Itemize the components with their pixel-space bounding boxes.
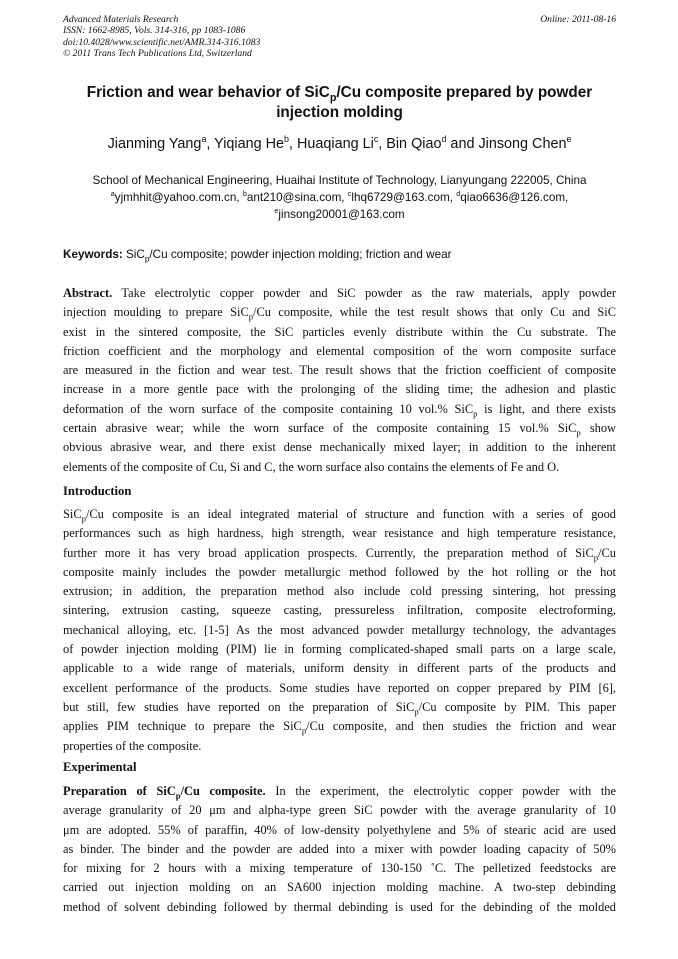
author-emails: $^a$yjmhhit@yahoo.com.cn, $^b$ant210@sina.com, $^c$lhq6729@163.com, $^d$qiao6636@126.com, xyxy=(110,189,569,204)
email-link[interactable]: ant210@sina.com, xyxy=(246,191,348,204)
affiliation-block xyxy=(63,172,616,223)
email-link[interactable]: qiao6636@126.com, xyxy=(460,191,569,204)
title-line-1: Friction and wear behavior of SiC$_p$/Cu composite prepared by powder xyxy=(86,84,593,105)
author: Bin Qiao$^d$ and xyxy=(386,134,479,152)
keywords-label: Keywords: xyxy=(63,248,123,261)
journal-name: Advanced Materials Research xyxy=(63,14,179,25)
author: Jianming Yang$^a$, xyxy=(107,134,215,152)
issn-line: ISSN: 1662-8985, Vols. 314-316, pp 1083-1086 xyxy=(63,25,246,37)
title-line-2: injection molding xyxy=(276,104,403,121)
author: Huaqiang Li$^c$, xyxy=(297,134,387,152)
introduction-body: SiC$_p$/Cu composite is an ideal integrated material of structure and function with a series of good performances such as high hardness, high strength, wear resistance and high temperature resistance, further more it has very broad application prospects. Currently, the preparation method of SiC$_p$/Cu composite mainly includes the powder metallurgic method followed by the hot rolling or the hot extrusion; in addition, the preparation method also include cold pressing sintering, hot pressing sintering, extrusion casting, squeeze casting, pressureless infiltration, composite electroforming, mechanical alloying, etc. [1-5] As the most advanced powder metallurgy technology, the advantages of powder injection molding (PIM) lie in forming complicated-shaped small parts on a large scale, applicable to a wide range of materials, uniform density in different parts of the products and excellent performance of the products. Some studies have reported on copper prepared by PIM [6], but still, few studies have reported on the preparation of SiC$_p$/Cu composite by PIM. This paper applies PIM technique to prepare the SiC$_p$/Cu composite, and then studies the friction and wear properties of the composite. xyxy=(63,507,616,753)
email-link[interactable]: lhq6729@163.com, xyxy=(351,191,457,204)
online-date: Online: 2011-08-16 xyxy=(540,14,616,25)
affiliation-institution: School of Mechanical Engineering, Huaihai Institute of Technology, Lianyungang 222005, China xyxy=(92,174,587,187)
author-list xyxy=(63,135,616,153)
keywords: Keywords: SiC$_p$/Cu composite; powder injection molding; friction and wear xyxy=(63,248,452,264)
copyright-line: © 2011 Trans Tech Publications Ltd, Switzerland xyxy=(63,47,252,59)
introduction-heading: Introduction xyxy=(63,484,132,498)
author-email-last: $^e$jinsong20001@163.com xyxy=(274,206,405,221)
paper-title xyxy=(63,83,616,123)
abstract-label: Abstract. xyxy=(63,286,113,300)
author: Jinsong Chen$^e$ xyxy=(478,134,572,152)
abstract: Abstract. Take electrolytic copper powder and SiC powder as the raw materials, apply powder injection moulding to prepare SiC$_p$/Cu composite, while the test result shows that only Cu and SiC exist in the sintered composite, the SiC particles evenly distribute within the Cu substrate. The friction coefficient and the morphology and elemental composition of the worn composite surface are measured in the fiction and wear test. The result shows that the friction coefficient of composite increase in a more gentle pace with the prolonging of the sliding time; the adhesion and plastic deformation of the worn surface of the composite containing 10 vol.% SiC$_p$ is light, and there exists certain abrasive wear; while the worn surface of the composite containing 15 vol.% SiC$_p$ show obvious abrasive wear, and there exist dense mechanically mixed layer; in addition to the inherent elements of the composite of Cu, Si and C, the worn surface also contains the elements of Fe and O. xyxy=(63,286,616,474)
email-link[interactable]: jinsong20001@163.com xyxy=(278,208,405,221)
subsection-heading: Preparation of SiC$_p$/Cu composite. xyxy=(63,784,266,801)
doi-line: doi:10.4028/www.scientific.net/AMR.314-316.1083 xyxy=(63,36,261,48)
author: Yiqiang He$^b$, xyxy=(214,134,297,152)
journal-header xyxy=(63,14,616,59)
experimental-heading: Experimental xyxy=(63,760,137,774)
email-link[interactable]: yjmhhit@yahoo.com.cn, xyxy=(114,191,243,204)
experimental-body: Preparation of SiC$_p$/Cu composite. In the experiment, the electrolytic copper powder with the average granularity of 20 μm and alpha-type green SiC powder with the average granularity of 10 μm are adopted. 55% of paraffin, 40% of low-density polyethylene and 5% of stearic acid are used as binder. The binder and the powder are added into a mixer with powder loading capacity of 50% for mixing for 2 hours with a mixing temperature of 130-150 ˚C. The pelletized feedstocks are carried out injection molding on an SA600 injection molding machine. A two-step debinding method of solvent debinding followed by thermal debinding is used for the debinding of the molded xyxy=(63,784,616,914)
